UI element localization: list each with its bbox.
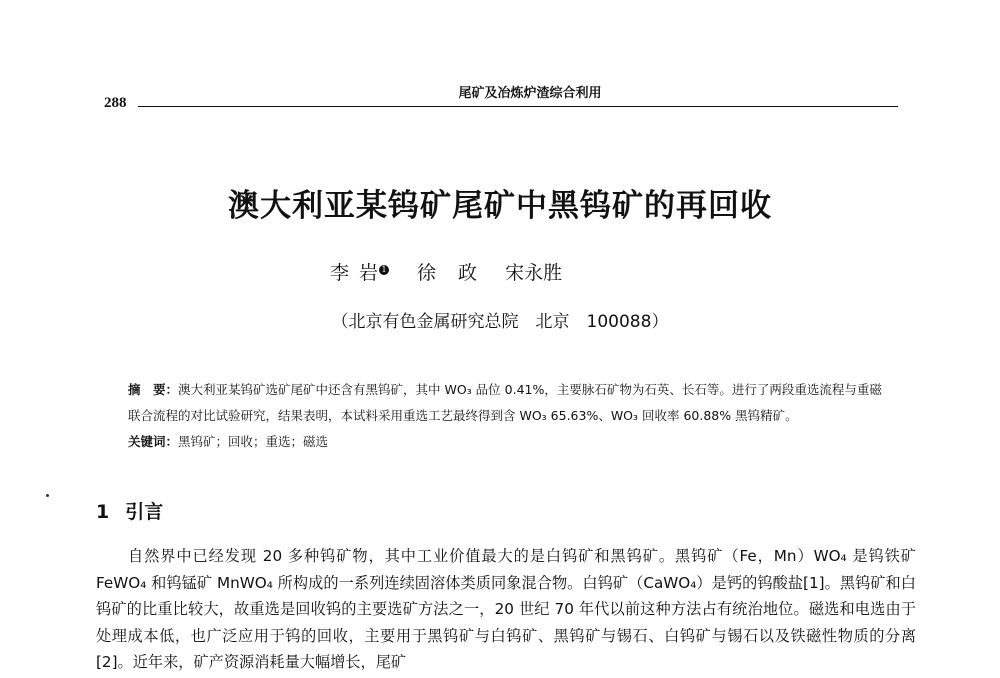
affiliation: （北京有色金属研究总院 北京 100088） <box>331 312 669 332</box>
section-title: 引言 <box>125 501 164 523</box>
abstract-label: 摘 要： <box>128 382 179 397</box>
abstract-block <box>128 377 888 455</box>
author-name: 宋永胜 <box>505 262 563 284</box>
section-number: 1 <box>96 501 110 523</box>
author-name: 岩 <box>359 262 379 284</box>
scan-speck <box>46 494 49 497</box>
abstract-text: 澳大利亚某钨矿选矿尾矿中还含有黑钨矿，其中 WO₃ 品位 0.41%，主要脉石矿物为石英、长石等。进行了两段重选流程与重磁联合流程的对比试验研究，结果表明，本试料采用重选工艺最终得到含 WO₃ 65.63%、WO₃ 回收率 60.88% 黑钨精矿。 <box>128 382 882 423</box>
page-number: 288 <box>104 95 127 111</box>
footnote-marker-icon: 1 <box>379 265 389 275</box>
author-name: 政 <box>458 262 478 284</box>
author-list <box>330 258 562 285</box>
keywords-label: 关键词： <box>128 434 179 449</box>
article-title: 澳大利亚某钨矿尾矿中黑钨矿的再回收 <box>228 188 772 224</box>
body-text <box>96 543 916 676</box>
keywords-text: 黑钨矿；回收；重选；磁选 <box>178 434 329 449</box>
body-paragraph: 自然界中已经发现 20 多种钨矿物，其中工业价值最大的是白钨矿和黑钨矿。黑钨矿（Fe，Mn）WO₄ 是钨铁矿 FeWO₄ 和钨锰矿 MnWO₄ 所构成的一系列连续固溶体类质同象混合物。白钨矿（CaWO₄）是钙的钨酸盐[1]。黑钨矿和白钨矿的比重比较大，故重选是回收钨的主要选矿方法之一，20 世纪 70 年代以前这种方法占有统治地位。磁选和电选由于处理成本低，也广泛应用于钨的回收，主要用于黑钨矿与白钨矿、黑钨矿与锡石、白钨矿与锡石以及铁磁性物质的分离[2]。近年来，矿产资源消耗量大幅增长，尾矿 <box>96 547 916 671</box>
author-name: 徐 <box>417 262 437 284</box>
running-header-title: 尾矿及冶炼炉渣综合利用 <box>458 86 602 101</box>
author-name: 李 <box>330 262 350 284</box>
header-rule <box>138 106 898 107</box>
section-heading <box>96 497 163 524</box>
